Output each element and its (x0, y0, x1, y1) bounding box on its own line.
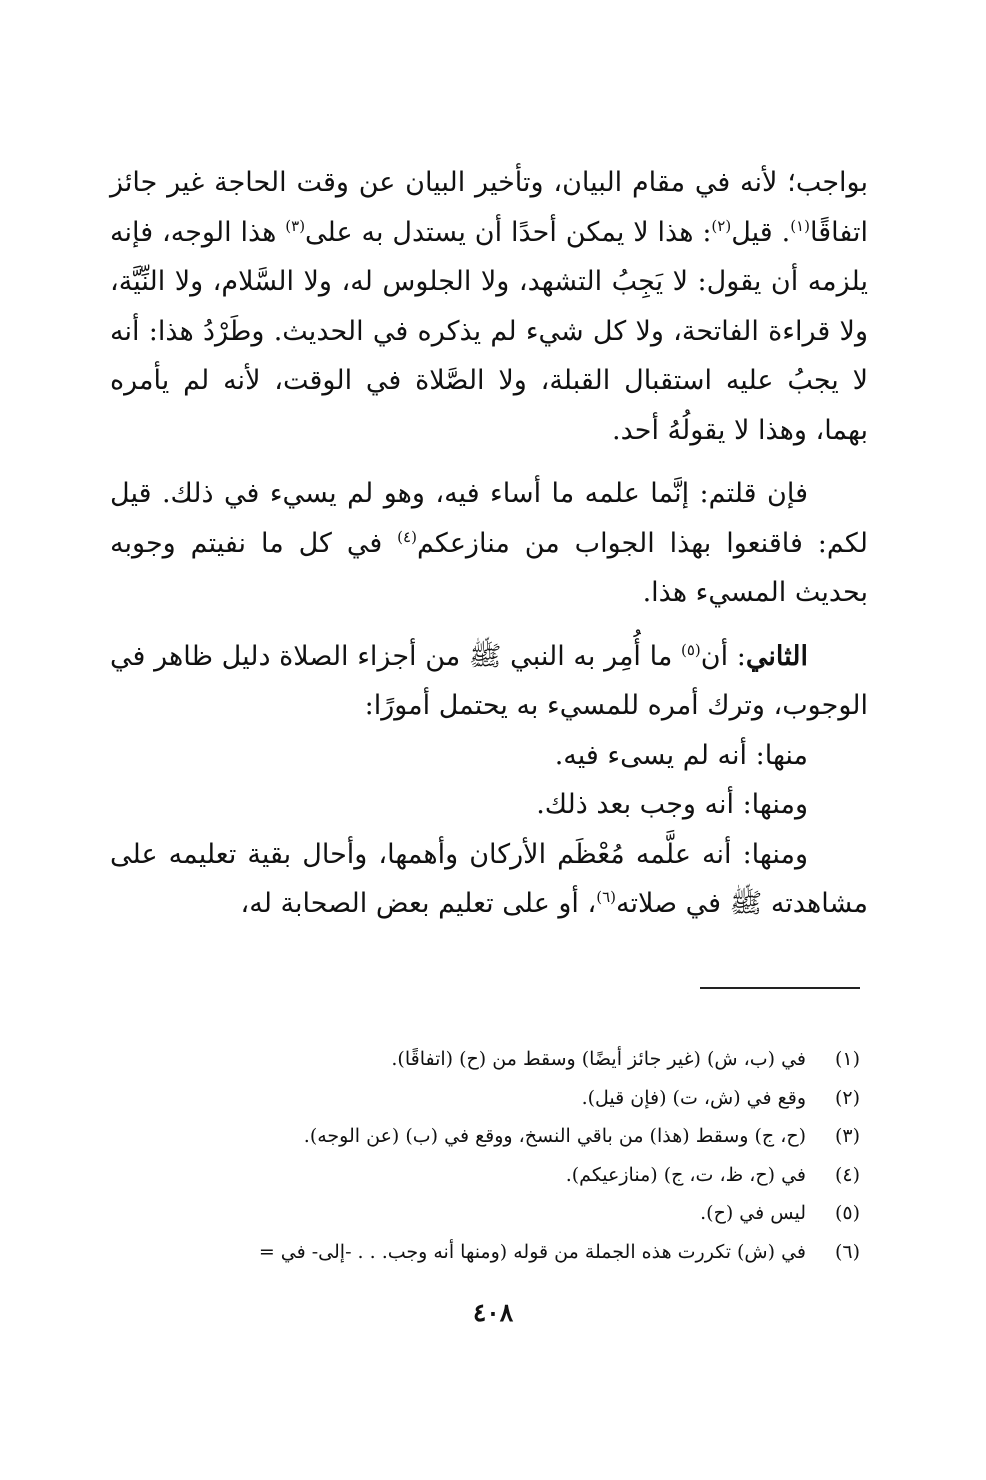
footnote-separator (700, 987, 860, 989)
footnote-3: (٣) (ح، ج) وسقط (هذا) من باقي النسخ، ووقع في (ب) (عن الوجه). (303, 1125, 860, 1147)
list-line-1: منها: أنه لم يسىء فيه. (554, 739, 808, 771)
section-heading-second: الثاني (745, 640, 808, 672)
main-text (110, 158, 868, 929)
paragraph-2: فإن قلتم: إنَّما علمه ما أساء فيه، وهو لم يسيء في ذلك. قيل لكم: فاقنعوا بهذا الجواب من منازعكم$^{(٤)}$ في كل ما نفيتم وجوبه بحديث المسيء هذا. (110, 478, 868, 608)
footnote-ref-1[interactable]: (١) (790, 216, 810, 235)
paragraph-4: ومنها: أنه علَّمه مُعْظَم الأركان وأهمها، وأحال بقية تعليمه على مشاهدته ﷺ في صلاته$^{(٦)}$، أو على تعليم بعض الصحابة له، (110, 838, 868, 919)
page-number: ٤٠٨ (472, 1298, 514, 1327)
footnote-2: (٢) وقع في (ش، ت) (فإن قيل). (581, 1086, 860, 1109)
footnote-ref-3[interactable]: (٣) (285, 216, 306, 235)
footnote-4: (٤) في (ح، ظ، ت، ج) (منازعيكم). (565, 1163, 860, 1186)
footnote-ref-2[interactable]: (٢) (711, 216, 732, 235)
footnotes (80, 1040, 860, 1271)
footnote-5: (٥) ليس في (ح). (700, 1202, 860, 1224)
paragraph-1: بواجب؛ لأنه في مقام البيان، وتأخير البيان عن وقت الحاجة غير جائز اتفاقًا$^{(١)}$. قيل$^{(٢)}$: هذا لا يمكن أحدًا أن يستدل به على$^{(٣)}$ هذا الوجه، فإنه يلزمه أن يقول: لا يَجِبُ التشهد، ولا الجلوس له، ولا السَّلام، ولا النِّيَّة، ولا قراءة الفاتحة، ولا كل شيء لم يذكره في الحديث. وطَرْدُ هذا: أنه لا يجبُ عليه استقبال القبلة، ولا الصَّلاة في الوقت، لأنه لم يأمره بهما، وهذا لا يقولُهُ أحد. (110, 167, 869, 446)
footnote-ref-6[interactable]: (٦) (596, 888, 617, 906)
footnote-ref-5[interactable]: (٥) (680, 640, 701, 659)
paragraph-3: الثاني: أن$^{(٥)}$ ما أُمِر به النبي ﷺ من أجزاء الصلاة دليل ظاهر في الوجوب، وترك أمره للمسيء به يحتمل أمورًا: (110, 640, 868, 721)
footnote-1: (١) في (ب، ش) (غير جائز أيضًا) وسقط من (ح) (اتفاقًا). (391, 1048, 860, 1070)
footnote-ref-4[interactable]: (٤) (397, 527, 417, 546)
list-line-2: ومنها: أنه وجب بعد ذلك. (536, 789, 808, 820)
footnote-6: (٦) في (ش) تكررت هذه الجملة من قوله (ومنها أنه وجب. . . -إلى- في = (258, 1240, 860, 1263)
